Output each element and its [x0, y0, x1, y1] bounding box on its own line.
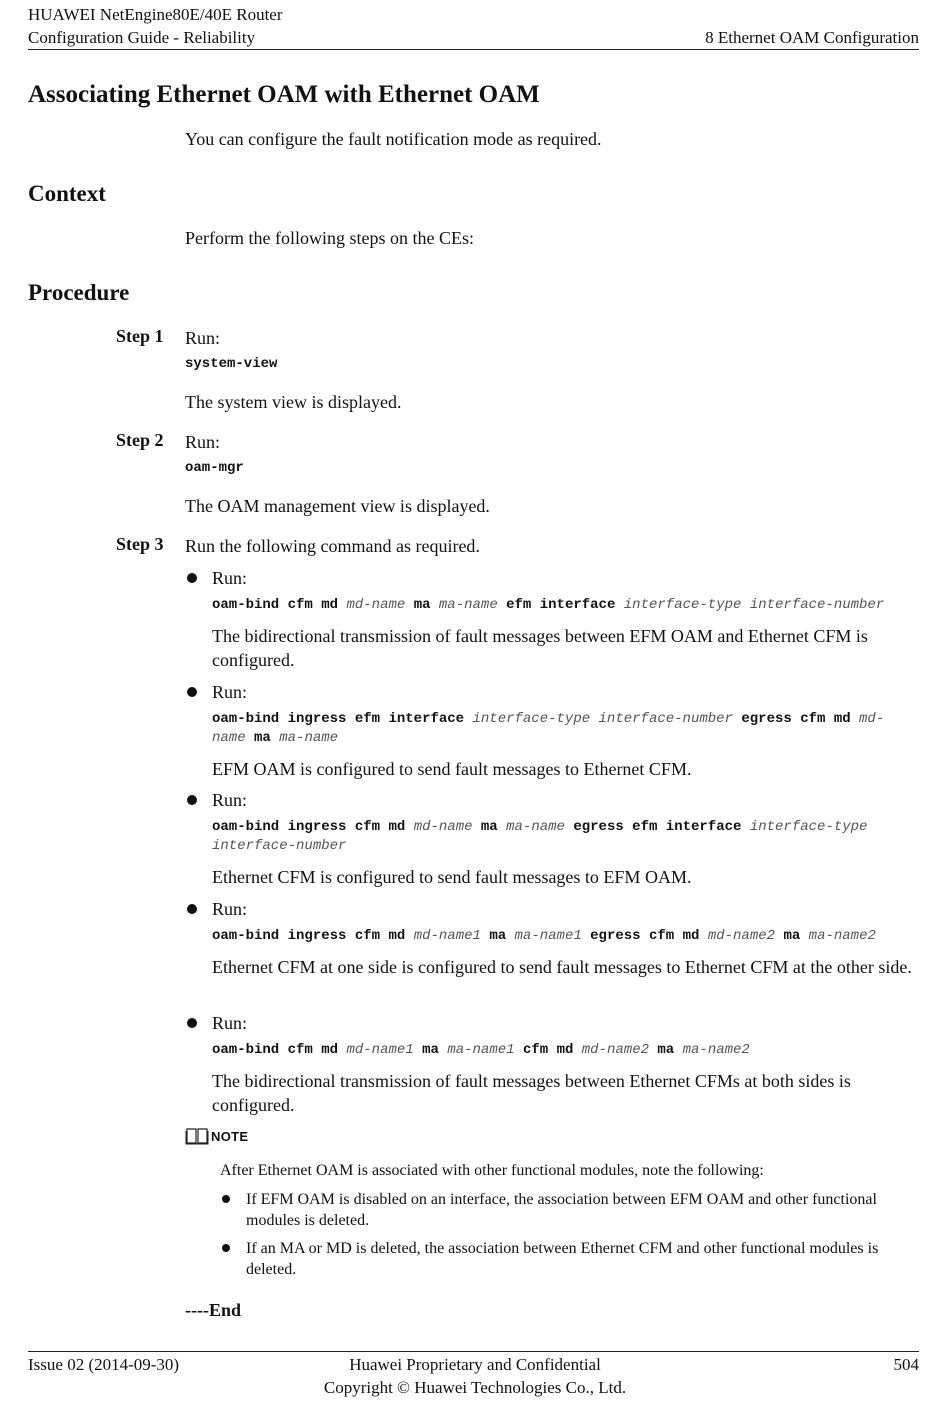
option-3-command-line-2: interface-number [212, 838, 347, 854]
option-4-run: Run: [212, 899, 248, 919]
context-text: Perform the following steps on the CEs: [185, 228, 474, 248]
bullet-icon [187, 687, 197, 697]
note-header [185, 1126, 248, 1146]
note-item-1: If EFM OAM is disabled on an interface, the association between EFM OAM and other functional modules is deleted. [246, 1191, 877, 1229]
header-guide: Configuration Guide - Reliability [28, 28, 256, 47]
step-1-command: system-view [185, 356, 278, 372]
footer-page-number: 504 [893, 1355, 919, 1374]
option-3-description: Ethernet CFM is configured to send fault messages to EFM OAM. [212, 867, 692, 887]
section-title: Associating Ethernet OAM with Ethernet OAM [28, 81, 540, 108]
step-1-result: The system view is displayed. [185, 392, 402, 412]
header-rule [28, 49, 919, 50]
footer-copyright: Copyright © Huawei Technologies Co., Ltd. [323, 1378, 627, 1397]
option-2-description: EFM OAM is configured to send fault messages to Ethernet CFM. [212, 759, 692, 779]
note-intro: After Ethernet OAM is associated with other functional modules, note the following: [220, 1162, 764, 1179]
step-2-run: Run: [185, 432, 221, 452]
option-4-command: oam-bind ingress cfm md md-name1 ma ma-name1 egress cfm md md-name2 ma ma-name2 [212, 928, 876, 944]
step-3-text: Run the following command as required. [185, 536, 480, 556]
footer-rule [28, 1351, 919, 1352]
footer-confidential: Huawei Proprietary and Confidential [349, 1355, 601, 1374]
option-4-description: Ethernet CFM at one side is configured to send fault messages to Ethernet CFM at the other side. [212, 957, 912, 977]
bullet-icon [187, 1018, 197, 1028]
option-1-description: The bidirectional transmission of fault messages between EFM OAM and Ethernet CFM is configured. [212, 626, 868, 670]
option-5-run: Run: [212, 1013, 248, 1033]
option-2-run: Run: [212, 682, 248, 702]
option-5-description: The bidirectional transmission of fault messages between Ethernet CFMs at both sides is configured. [212, 1071, 851, 1115]
step-2-command: oam-mgr [185, 460, 244, 476]
section-intro: You can configure the fault notification mode as required. [185, 129, 602, 149]
step-1-run: Run: [185, 328, 221, 348]
option-3-run: Run: [212, 790, 248, 810]
footer-issue: Issue 02 (2014-09-30) [28, 1355, 180, 1374]
step-1-label: Step 1 [116, 326, 164, 346]
option-2-command-line-2: name ma ma-name [212, 730, 339, 746]
option-1-command: oam-bind cfm md md-name ma ma-name efm interface interface-type interface-number [212, 597, 885, 613]
procedure-end: ----End [185, 1300, 242, 1320]
context-heading: Context [28, 181, 106, 206]
option-5-command: oam-bind cfm md md-name1 ma ma-name1 cfm md md-name2 ma ma-name2 [212, 1042, 750, 1058]
bullet-icon [187, 904, 197, 914]
note-item-2: If an MA or MD is deleted, the association between Ethernet CFM and other functional modules is deleted. [246, 1240, 879, 1278]
note-label: NOTE [211, 1128, 249, 1144]
option-1-run: Run: [212, 568, 248, 588]
option-2-command-line-1: oam-bind ingress efm interface interface-type interface-number egress cfm md md- [212, 711, 885, 727]
bullet-icon [187, 795, 197, 805]
step-3-label: Step 3 [116, 534, 164, 554]
bullet-icon [222, 1195, 230, 1203]
step-2-result: The OAM management view is displayed. [185, 496, 490, 516]
book-icon [185, 1126, 209, 1146]
bullet-icon [222, 1244, 230, 1252]
option-3-command-line-1: oam-bind ingress cfm md md-name ma ma-name egress efm interface interface-type [212, 819, 868, 835]
bullet-icon [187, 573, 197, 583]
step-2-label: Step 2 [116, 430, 164, 450]
header-product: HUAWEI NetEngine80E/40E Router [28, 5, 283, 24]
header-chapter: 8 Ethernet OAM Configuration [705, 28, 919, 47]
procedure-heading: Procedure [28, 280, 130, 305]
